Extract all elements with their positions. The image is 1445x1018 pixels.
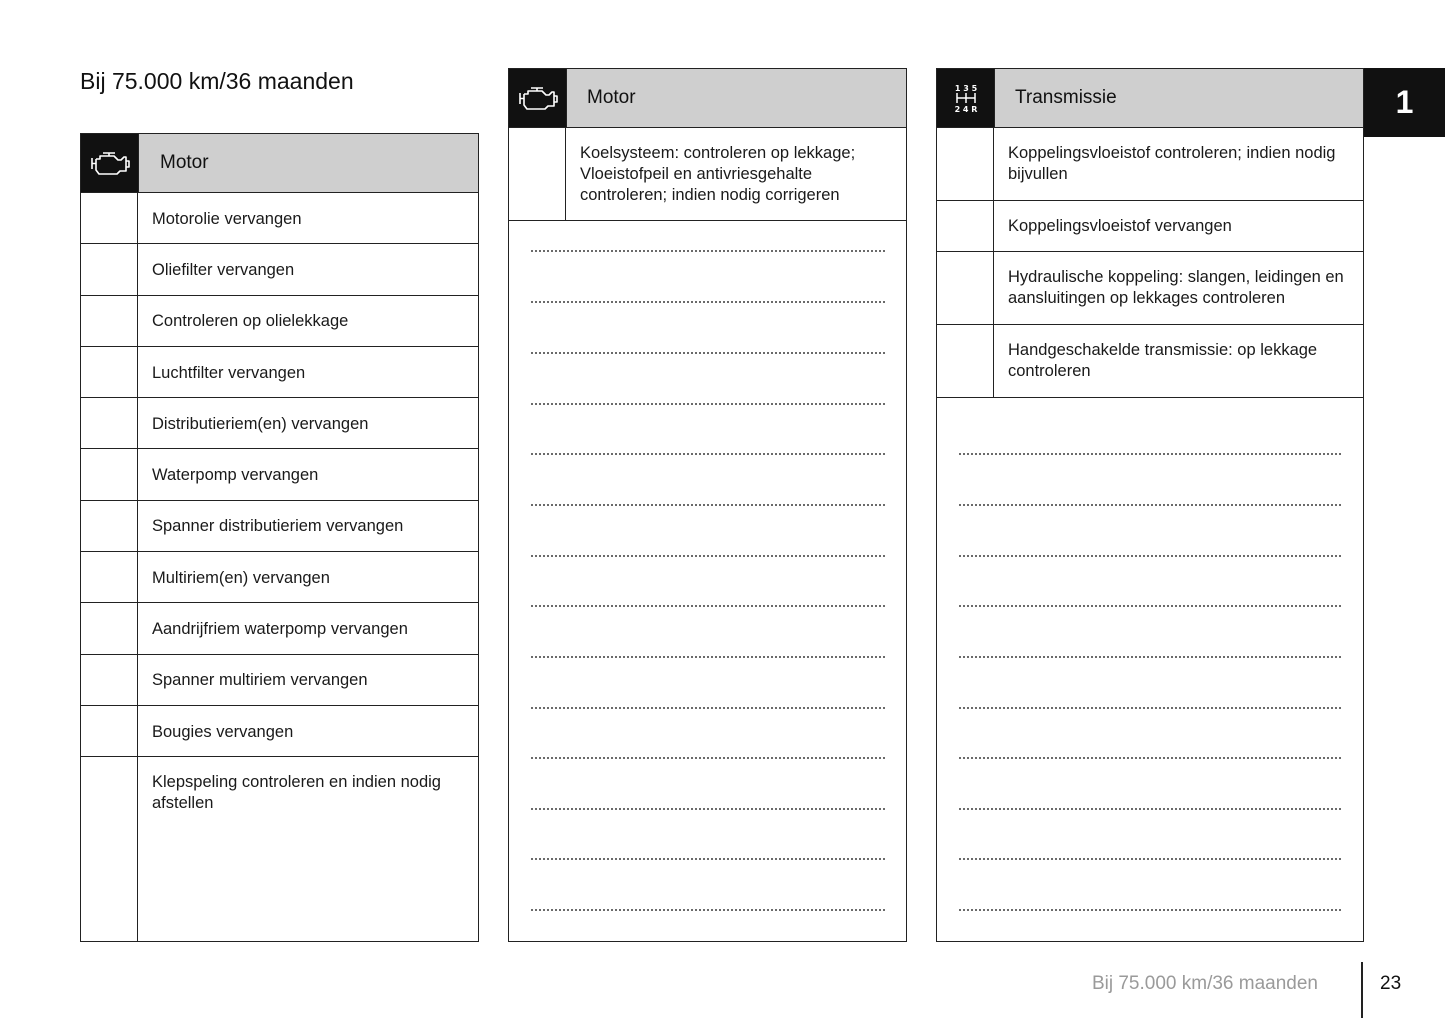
note-line[interactable] xyxy=(531,757,885,759)
row-text: Motorolie vervangen xyxy=(152,209,302,228)
table-row xyxy=(81,244,478,295)
note-line[interactable] xyxy=(531,504,885,506)
table-row xyxy=(81,193,478,244)
row-text: Oliefilter vervangen xyxy=(152,260,295,279)
page-title: Bij 75.000 km/36 maanden xyxy=(80,68,354,94)
table-header xyxy=(937,69,1363,128)
engine-icon xyxy=(81,134,138,192)
row-text: Waterpomp vervangen xyxy=(152,466,319,485)
row-text: Koelsysteem: controleren op lekkage; Vloeistofpeil en antivriesgehalte controleren; indien nodig corrigeren xyxy=(580,144,856,204)
checkbox-cell[interactable] xyxy=(81,603,138,653)
note-line[interactable] xyxy=(959,605,1341,607)
table-row xyxy=(937,325,1363,398)
row-text: Luchtfilter vervangen xyxy=(152,363,306,382)
row-text: Controleren op olielekkage xyxy=(152,312,349,331)
row-text: Hydraulische koppeling: slangen, leidingen en aansluitingen op lekkages controleren xyxy=(1008,268,1344,307)
chapter-tab: 1 xyxy=(1364,68,1445,137)
footer-divider xyxy=(1361,962,1363,1018)
table-header xyxy=(81,134,478,193)
table-header-title: Motor xyxy=(138,134,478,192)
note-line[interactable] xyxy=(531,909,885,911)
note-line[interactable] xyxy=(959,656,1341,658)
checkbox-cell[interactable] xyxy=(81,449,138,499)
table-row xyxy=(81,706,478,757)
note-line[interactable] xyxy=(531,808,885,810)
checkbox-cell[interactable] xyxy=(81,296,138,346)
row-text: Spanner distributieriem vervangen xyxy=(152,517,404,536)
table-header xyxy=(509,69,906,128)
row-text: Aandrijfriem waterpomp vervangen xyxy=(152,620,408,639)
checkbox-cell[interactable] xyxy=(937,325,994,397)
table-row xyxy=(937,128,1363,201)
row-text: Spanner multiriem vervangen xyxy=(152,671,368,690)
note-line[interactable] xyxy=(959,707,1341,709)
row-text: Handgeschakelde transmissie: op lekkage controleren xyxy=(1008,341,1318,380)
table-row xyxy=(81,757,478,942)
table-row xyxy=(81,501,478,552)
motor-checklist-table xyxy=(80,133,479,942)
note-line[interactable] xyxy=(531,250,885,252)
row-text: Klepspeling controleren en indien nodig afstellen xyxy=(152,773,441,813)
note-line[interactable] xyxy=(531,605,885,607)
note-line[interactable] xyxy=(531,403,885,405)
note-line[interactable] xyxy=(959,504,1341,506)
table-row xyxy=(937,252,1363,325)
checkbox-cell[interactable] xyxy=(81,244,138,294)
note-line[interactable] xyxy=(959,858,1341,860)
gear-shift-icon xyxy=(937,69,994,127)
note-line[interactable] xyxy=(531,555,885,557)
table-row xyxy=(81,347,478,398)
table-row xyxy=(509,128,906,221)
checkbox-cell[interactable] xyxy=(81,501,138,551)
row-text: Bougies vervangen xyxy=(152,722,294,741)
note-line[interactable] xyxy=(959,555,1341,557)
checkbox-cell[interactable] xyxy=(81,193,138,243)
table-row xyxy=(81,398,478,449)
row-text: Koppelingsvloeistof vervangen xyxy=(1008,217,1232,235)
note-line[interactable] xyxy=(959,909,1341,911)
checkbox-cell[interactable] xyxy=(81,398,138,448)
checkbox-cell[interactable] xyxy=(509,128,566,220)
engine-icon xyxy=(509,69,566,127)
checkbox-cell[interactable] xyxy=(81,552,138,602)
gear-label-top: 1 3 5 xyxy=(954,84,977,93)
note-line[interactable] xyxy=(531,707,885,709)
checkbox-cell[interactable] xyxy=(937,252,994,324)
table-row xyxy=(81,449,478,500)
note-line[interactable] xyxy=(531,453,885,455)
checkbox-cell[interactable] xyxy=(81,757,138,942)
motor-notes-table xyxy=(508,68,907,942)
note-line[interactable] xyxy=(959,808,1341,810)
page-number: 23 xyxy=(1380,973,1402,994)
checkbox-cell[interactable] xyxy=(81,655,138,705)
footer-section-title: Bij 75.000 km/36 maanden xyxy=(1091,973,1318,994)
table-row xyxy=(81,603,478,654)
note-line[interactable] xyxy=(959,453,1341,455)
table-row xyxy=(937,201,1363,252)
checkbox-cell[interactable] xyxy=(81,706,138,756)
note-line[interactable] xyxy=(531,656,885,658)
table-header-title: Transmissie xyxy=(994,69,1363,127)
note-line[interactable] xyxy=(531,858,885,860)
row-text: Koppelingsvloeistof controleren; indien nodig bijvullen xyxy=(1008,144,1336,183)
note-line[interactable] xyxy=(531,352,885,354)
table-row xyxy=(81,655,478,706)
checkbox-cell[interactable] xyxy=(81,347,138,397)
row-text: Distributieriem(en) vervangen xyxy=(152,414,369,433)
note-line[interactable] xyxy=(531,301,885,303)
checkbox-cell[interactable] xyxy=(937,128,994,200)
row-text: Multiriem(en) vervangen xyxy=(152,568,330,587)
note-line[interactable] xyxy=(959,757,1341,759)
table-row xyxy=(81,296,478,347)
transmissie-table xyxy=(936,68,1364,942)
table-row xyxy=(81,552,478,603)
checkbox-cell[interactable] xyxy=(937,201,994,251)
gear-label-bottom: 2 4 R xyxy=(954,105,977,114)
table-header-title: Motor xyxy=(566,69,906,127)
